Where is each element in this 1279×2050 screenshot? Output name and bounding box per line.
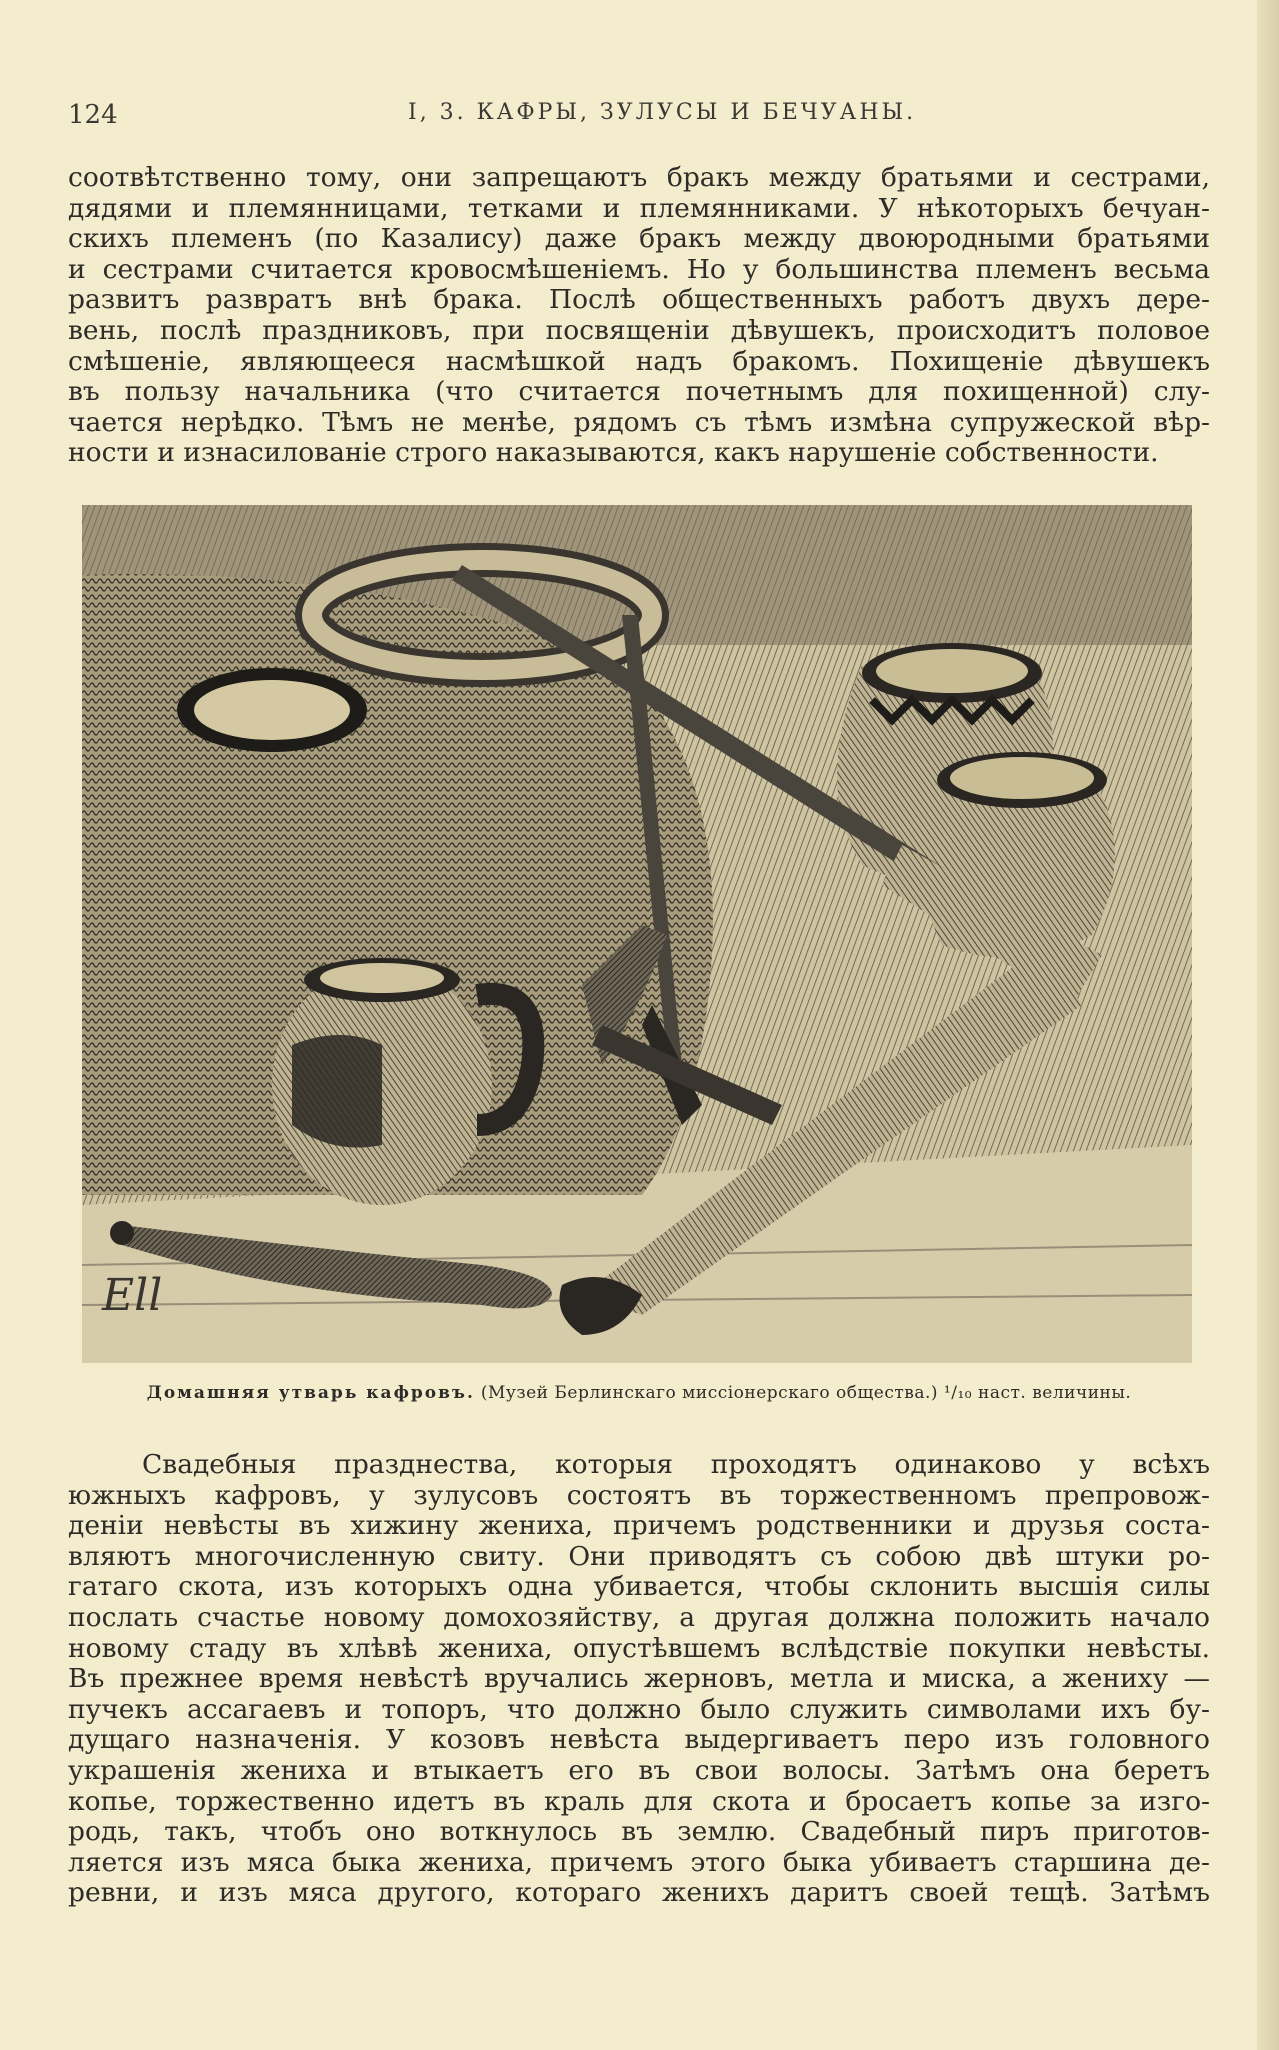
engraving-illustration <box>82 505 1192 1363</box>
text-line: деніи невѣсты въ хижину жениха, причемъ родственники и друзья соста- <box>68 1511 1210 1542</box>
engraving-drawing <box>82 505 1192 1363</box>
text-line: Въ прежнее время невѣстѣ вручались жерновъ, метла и миска, а жениху — <box>68 1664 1210 1695</box>
text-line: копье, торжественно идетъ въ краль для скота и бросаетъ копье за изго- <box>68 1786 1210 1817</box>
text-line: чается нерѣдко. Тѣмъ не менѣе, рядомъ съ тѣмъ измѣна супружеской вѣр- <box>68 407 1210 438</box>
caption-title: Домашняя утварь кафровъ. <box>146 1383 475 1403</box>
text-line: развитъ развратъ внѣ брака. Послѣ общественныхъ работъ двухъ дере- <box>68 285 1210 316</box>
text-line: вляютъ многочисленную свиту. Они приводятъ съ собою двѣ штуки ро- <box>68 1541 1210 1572</box>
text-line: дущаго назначенія. У козовъ невѣста выдергиваетъ перо изъ головного <box>68 1725 1210 1756</box>
text-line: пучекъ ассагаевъ и топоръ, что должно было служить символами ихъ бу- <box>68 1694 1210 1725</box>
text-line: скихъ племенъ (по Казалису) даже бракъ между двоюродными братьями <box>68 224 1210 255</box>
running-title: I, 3. КАФРЫ, ЗУЛУСЫ И БЕЧУАНЫ. <box>408 100 917 125</box>
figure-caption <box>68 1383 1210 1403</box>
text-line: южныхъ кафровъ, у зулусовъ состоятъ въ торжественномъ препровож- <box>68 1480 1210 1511</box>
text-line: послать счастье новому домохозяйству, а другая должна положить начало <box>68 1602 1210 1633</box>
text-line: дядями и племянницами, тетками и племянниками. У нѣкоторыхъ бечуан- <box>68 193 1210 224</box>
page-edge <box>1257 0 1279 2050</box>
caption-source: (Музей Берлинскаго миссіонерскаго общества.) <box>480 1383 939 1403</box>
text-line: соотвѣтственно тому, они запрещаютъ бракъ между братьями и сестрами, <box>68 163 1210 193</box>
text-line: ревни, и изъ мяса другого, котораго женихъ даритъ своей тещѣ. Затѣмъ <box>68 1878 1210 1909</box>
caption-scale: ¹/₁₀ наст. величины. <box>943 1383 1132 1403</box>
text-line: украшенія жениха и втыкаетъ его въ свои волосы. Затѣмъ она беретъ <box>68 1755 1210 1786</box>
page-header <box>68 92 1210 132</box>
text-line: гатаго скота, изъ которыхъ одна убивается, чтобы склонить высшія силы <box>68 1572 1210 1603</box>
text-line: родь, такъ, чтобъ оно воткнулось въ землю. Свадебный пиръ приготов- <box>68 1817 1210 1848</box>
text-line: вень, послѣ праздниковъ, при посвященіи дѣвушекъ, происходитъ половое <box>68 315 1210 346</box>
text-line: и сестрами считается кровосмѣшеніемъ. Но у большинства племенъ весьма <box>68 254 1210 285</box>
page-number: 124 <box>68 100 118 130</box>
paragraph-2 <box>68 1450 1210 1909</box>
text-line: смѣшеніе, являющееся насмѣшкой надъ бракомъ. Похищеніе дѣвушекъ <box>68 346 1210 377</box>
text-line: въ пользу начальника (что считается почетнымъ для похищенной) слу- <box>68 377 1210 408</box>
text-line: ляется изъ мяса быка жениха, причемъ этого быка убиваетъ старшина де- <box>68 1847 1210 1878</box>
text-line: новому стаду въ хлѣвѣ жениха, опустѣвшемъ вслѣдствіе покупки невѣсты. <box>68 1633 1210 1664</box>
text-line: ности и изнасилованіе строго наказываются, какъ нарушеніе собственности. <box>68 438 1159 469</box>
paragraph-1 <box>68 163 1210 469</box>
artist-signature: Ell <box>102 1270 163 1321</box>
text-line: Свадебныя празднества, которыя проходятъ одинаково у всѣхъ <box>142 1450 1210 1480</box>
